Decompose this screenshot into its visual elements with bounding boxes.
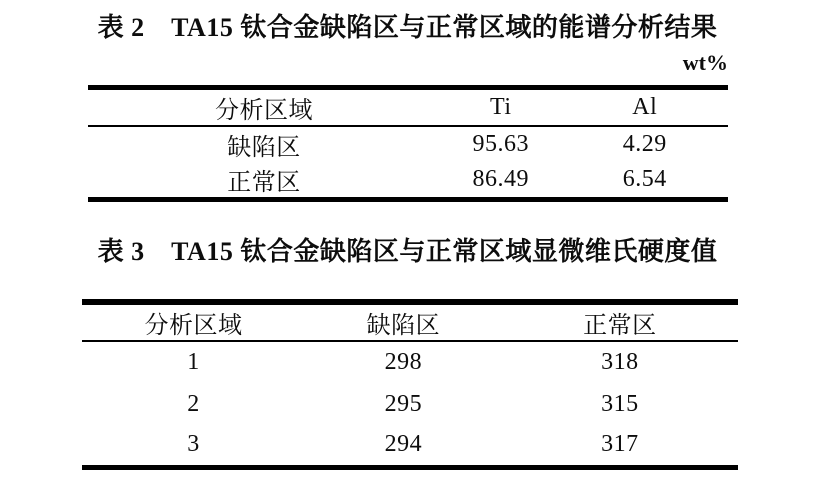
table2-row1-area: 缺陷区 — [227, 135, 301, 161]
table2-unit-label: wt% — [682, 50, 728, 75]
table3-header-row — [82, 302, 738, 341]
table3-row2-defect-value: 295 — [384, 390, 423, 417]
table2-row2-ti-value: 86.49 — [472, 166, 530, 192]
table3-row1-defect-value: 298 — [384, 349, 423, 375]
table3-row3-index: 3 — [187, 431, 200, 458]
table2-eds-results — [88, 85, 728, 202]
table3-header-defect-zone: 缺陷区 — [366, 313, 441, 339]
table2-row2-al-value: 6.54 — [622, 166, 667, 192]
table2-row1-al-value: 4.29 — [622, 131, 667, 157]
table-row — [82, 341, 738, 383]
table3-title: 表 3 TA15 钛合金缺陷区与正常区域显微维氏硬度值 — [97, 237, 718, 266]
table3-header-normal-zone: 正常区 — [583, 313, 657, 339]
table3-row1-index: 1 — [187, 349, 200, 375]
table3-row3-normal-value: 317 — [601, 431, 639, 458]
table2-header-analysis-area: 分析区域 — [215, 98, 313, 124]
table3-row2-normal-value: 315 — [601, 390, 639, 417]
table3-header-analysis-area: 分析区域 — [144, 313, 243, 339]
table3-row3-defect-value: 294 — [384, 431, 423, 458]
table-row — [82, 425, 738, 467]
table2-title: 表 2 TA15 钛合金缺陷区与正常区域的能谱分析结果 — [97, 13, 718, 42]
table-row — [88, 126, 728, 162]
table-row — [82, 383, 738, 425]
table2-row2-area: 正常区 — [227, 170, 301, 196]
table3-hardness-values — [82, 299, 738, 470]
table2-row1-ti-value: 95.63 — [472, 131, 530, 157]
table3-row1-normal-value: 318 — [601, 349, 639, 375]
table2-header-al: Al — [632, 94, 658, 120]
table2-header-row — [88, 88, 728, 127]
table2-header-ti: Ti — [490, 94, 512, 120]
table3-row2-index: 2 — [187, 390, 200, 417]
table-row — [88, 162, 728, 200]
